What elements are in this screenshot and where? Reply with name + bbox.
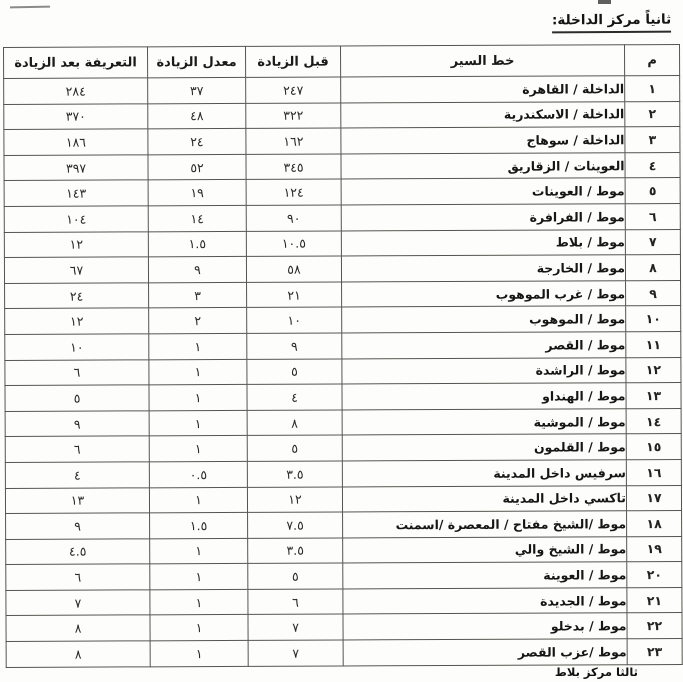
cell-after: ٤ (5, 462, 149, 488)
cell-before: ٥ (247, 359, 342, 385)
cell-route: العوينات / الزقاريق (341, 153, 625, 180)
cell-num: ١٤ (626, 408, 681, 434)
cell-rate: ١ (150, 589, 248, 615)
cell-route: موط / العوينات (341, 178, 625, 205)
cell-before: ٥ (247, 435, 342, 461)
cell-route: موط / بدخلو (343, 613, 627, 640)
cell-num: ٧ (625, 229, 680, 255)
cell-after: ٦ (5, 359, 149, 385)
cell-after: ٧ (6, 590, 150, 616)
cell-after: ٤.٥ (6, 539, 150, 565)
table-row (5, 331, 681, 360)
cell-route: موط / القلمون (342, 434, 626, 461)
table-row (4, 101, 680, 130)
cell-num: ١١ (626, 331, 681, 357)
next-section-heading: ثالثا مركز بلاط (554, 665, 638, 679)
cell-rate: ١ (149, 385, 247, 411)
cell-num: ٨ (625, 255, 680, 281)
cell-before: ٥ (248, 563, 343, 589)
cell-route: موط / الشيخ والي (343, 536, 627, 563)
cell-route: موط / القصر (342, 332, 626, 359)
cell-rate: ١.٥ (150, 512, 248, 538)
cell-before: ٩ (247, 333, 342, 359)
cell-rate: ١ (149, 359, 247, 385)
cell-after: ١٠٤ (4, 206, 148, 232)
cell-rate: ٢٤ (148, 129, 246, 155)
table-row (6, 613, 682, 642)
cell-route: موط / الفرافرة (341, 204, 625, 231)
cell-rate: ١ (150, 615, 248, 641)
table-body (4, 76, 683, 668)
cell-rate: ١٤ (148, 205, 246, 231)
cell-route: موط / العوينة (343, 562, 627, 589)
cell-before: ٣.٥ (247, 461, 342, 487)
cell-after: ٥ (5, 385, 149, 411)
cell-rate: ١ (149, 410, 247, 436)
cell-route: الداخلة / سوهاج (341, 127, 625, 154)
header-serial-number: م (625, 45, 680, 76)
cell-num: ٢٠ (627, 562, 682, 588)
cell-before: ٤ (247, 384, 342, 410)
cell-rate: ٤٨ (148, 103, 246, 129)
cell-num: ٢٣ (627, 639, 682, 665)
cell-route: تاكسي داخل المدينة (342, 485, 626, 512)
header-increase-rate: معدل الزيادة (148, 46, 246, 77)
table-row (6, 511, 682, 540)
cell-before: ٣٢٢ (246, 103, 341, 129)
cell-route: موط /الشيخ مفتاح / المعصرة /اسمنت (343, 511, 627, 538)
cell-num: ٣ (625, 127, 680, 153)
cell-rate: ١ (149, 487, 247, 513)
section-heading: ثانياً مركز الداخلة: (552, 12, 671, 34)
table-row (4, 152, 680, 181)
cell-route: موط /عزب القصر (343, 639, 627, 666)
cell-before: ٢١ (247, 282, 342, 308)
table-row (5, 485, 681, 514)
cell-after: ٦ (6, 564, 150, 590)
cell-num: ٢١ (627, 587, 682, 613)
cell-rate: ٣٧ (148, 77, 246, 103)
cell-num: ٢٢ (627, 613, 682, 639)
table-row (5, 408, 681, 437)
table-row (5, 459, 681, 488)
cell-after: ١٠ (5, 334, 149, 360)
cell-route: الداخلة / القاهرة (341, 76, 625, 103)
cell-route: موط / الموشية (342, 408, 626, 435)
scan-artifact-mark (598, 0, 611, 4)
cell-num: ١٧ (626, 485, 681, 511)
cell-rate: ٥٢ (148, 154, 246, 180)
table-row (5, 434, 681, 463)
cell-num: ١٦ (626, 459, 681, 485)
cell-route: موط / غرب الموهوب (342, 280, 626, 307)
cell-after: ١٨٦ (4, 129, 148, 155)
cell-after: ٦ (5, 436, 149, 462)
cell-rate: ١ (150, 564, 248, 590)
cell-rate: ٩ (148, 257, 246, 283)
cell-before: ٢٤٧ (246, 77, 341, 103)
table-row (5, 383, 681, 412)
cell-route: سرفيس داخل المدينة (342, 460, 626, 487)
table-header-row (4, 45, 680, 79)
cell-after: ٨ (6, 641, 150, 667)
cell-before: ١٠.٥ (246, 231, 341, 257)
header-tariff-after-increase: التعريفة بعد الزيادة (4, 47, 148, 79)
table-row (4, 178, 680, 207)
cell-route: موط / الهنداو (342, 383, 626, 410)
cell-before: ٨ (247, 410, 342, 436)
cell-after: ١٤٣ (4, 180, 148, 206)
cell-route: موط / الجديدة (343, 588, 627, 615)
cell-num: ١٩ (627, 536, 682, 562)
cell-rate: ١٩ (148, 180, 246, 206)
cell-rate: ٣ (149, 282, 247, 308)
cell-after: ٦٧ (4, 257, 148, 283)
cell-num: ١٠ (626, 306, 681, 332)
cell-before: ٣.٥ (248, 538, 343, 564)
cell-before: ١٦٢ (246, 128, 341, 154)
header-before-increase: قبل الزيادة (246, 46, 341, 77)
cell-num: ١٣ (626, 383, 681, 409)
table-row (4, 127, 680, 156)
table-row (4, 203, 680, 232)
cell-before: ١٠ (247, 307, 342, 333)
cell-rate: ١.٥ (148, 231, 246, 257)
cell-before: ٦ (248, 589, 343, 615)
cell-after: ١٣ (5, 487, 149, 513)
header-route: خط السير (341, 45, 625, 77)
table-row (5, 306, 681, 335)
cell-after: ٣٧٠ (4, 103, 148, 129)
table-row (6, 639, 682, 668)
cell-after: ٢٤ (5, 283, 149, 309)
table-row (5, 280, 681, 309)
cell-num: ١ (625, 76, 680, 102)
table-row (6, 587, 682, 616)
cell-num: ٥ (625, 178, 680, 204)
table-row (4, 76, 680, 105)
cell-before: ٣٤٥ (246, 154, 341, 180)
cell-after: ٩ (5, 411, 149, 437)
cell-after: ٨ (6, 615, 150, 641)
cell-rate: ١ (149, 436, 247, 462)
cell-rate: ٢ (149, 308, 247, 334)
cell-after: ١٢ (4, 231, 148, 257)
cell-num: ١٨ (627, 511, 682, 537)
cell-num: ١٢ (626, 357, 681, 383)
cell-before: ١٢٤ (246, 179, 341, 205)
cell-before: ٧.٥ (248, 512, 343, 538)
cell-rate: ١ (150, 538, 248, 564)
table-row (4, 229, 680, 258)
fare-table (3, 44, 683, 668)
cell-before: ٧ (248, 614, 343, 640)
table-row (6, 562, 682, 591)
cell-route: موط / الخارجة (341, 255, 625, 282)
cell-route: موط / الموهوب (342, 306, 626, 333)
cell-rate: ١ (149, 333, 247, 359)
cell-rate: ١ (150, 640, 248, 666)
scan-artifact-line (10, 6, 50, 9)
cell-num: ٦ (625, 203, 680, 229)
cell-before: ١٢ (247, 486, 342, 512)
table-row (5, 357, 681, 386)
cell-num: ٢ (625, 101, 680, 127)
cell-route: موط / الراشدة (342, 357, 626, 384)
cell-before: ٥٨ (246, 256, 341, 282)
cell-num: ٤ (625, 152, 680, 178)
cell-after: ٣٩٧ (4, 155, 148, 181)
cell-after: ١٢ (5, 308, 149, 334)
cell-before: ٩٠ (246, 205, 341, 231)
cell-route: موط / بلاط (341, 229, 625, 256)
cell-after: ٩ (6, 513, 150, 539)
table-row (6, 536, 682, 565)
cell-num: ٩ (626, 280, 681, 306)
cell-route: الداخلة / الاسكندرية (341, 101, 625, 128)
table-row (4, 255, 680, 284)
cell-after: ٢٨٤ (4, 78, 148, 104)
cell-before: ٧ (248, 640, 343, 666)
cell-num: ١٥ (626, 434, 681, 460)
cell-rate: ٠.٥ (149, 461, 247, 487)
